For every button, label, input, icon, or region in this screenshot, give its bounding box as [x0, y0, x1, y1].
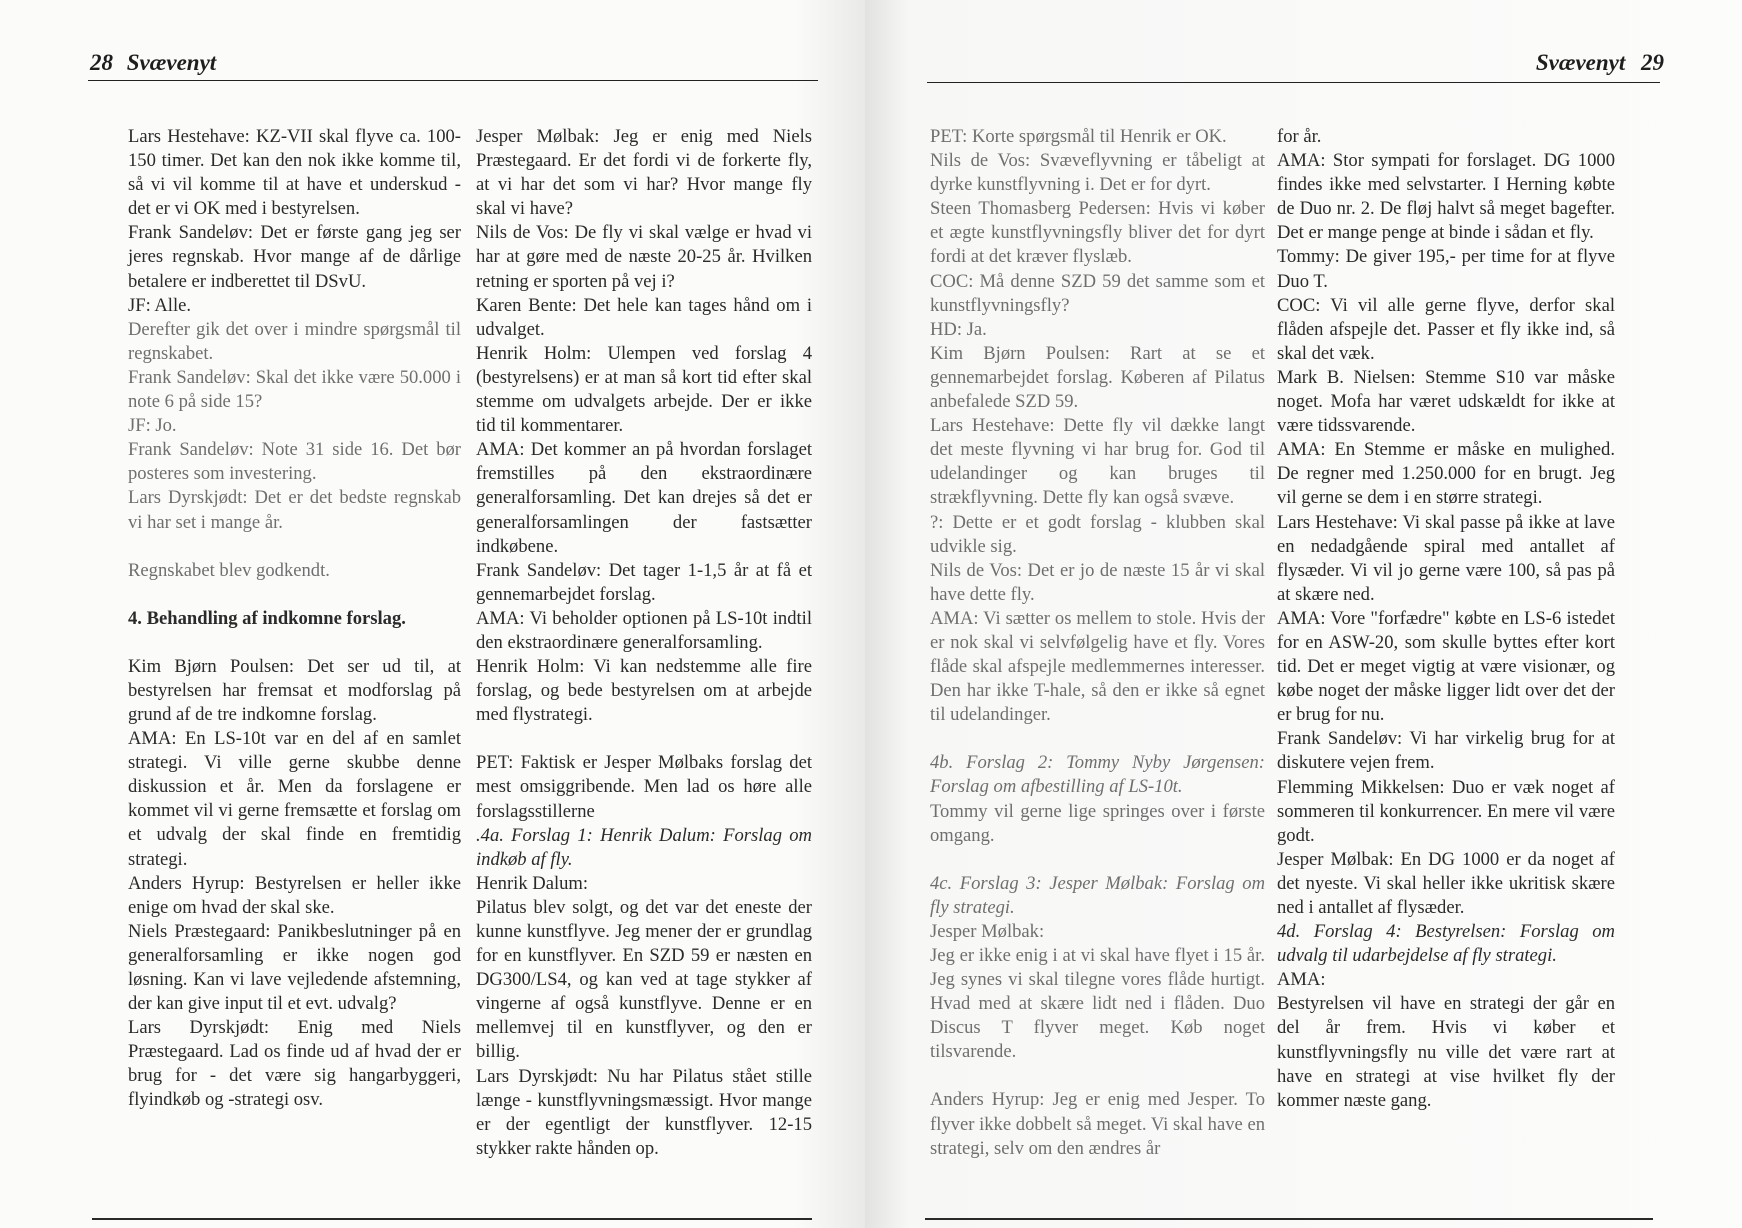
paragraph: Jesper Mølbak: Jeg er enig med Niels Præstegaard. Er det fordi vi de forkerte fly, at vi har det som vi har? Hvor mange fly skal vi have? — [476, 126, 812, 220]
paragraph: Kim Bjørn Poulsen: Rart at se et gennemarbejdet forslag. Køberen af Pilatus anbefalede SZD 59. — [930, 342, 1265, 413]
paragraph: Lars Hestehave: Dette fly vil dække langt det meste flyvning vi har brug for. God til udelandinger og kan bruges til strækflyvning. Dette fly kan også svæve. — [930, 415, 1265, 509]
right-page — [865, 0, 1742, 1228]
paragraph: AMA: Stor sympati for forslaget. DG 1000 findes ikke med selvstarter. I Herning købte de Duo nr. 2. De fløj halvt så meget bagefter. Det er mange penge at binde i sådan et fly. — [1277, 150, 1615, 244]
left-header-rule — [88, 80, 818, 81]
paragraph: Anders Hyrup: Bestyrelsen er heller ikke enige om hvad der skal ske. — [128, 872, 461, 918]
paragraph: Lars Dyrskjødt: Enig med Niels Præstegaard. Lad os finde ud af hvad der er brug for - det være sig hangarbyggeri, flyindkøb og -strategi osv. — [128, 1017, 461, 1111]
paragraph: Bestyrelsen vil have en strategi der går en del år frem. Hvis vi køber et kunstflyvningsfly nu ville det være rart at have en strategi at vise hvilket fly der kommer næste gang. — [1277, 993, 1615, 1111]
left-page — [0, 0, 865, 1228]
paragraph: Pilatus blev solgt, og det var det eneste der kunne kunstflyve. Jeg mener der er grundlag for en kunstflyver. En SZD 59 er næsten en DG300/LS4, og kan ved at tage stykker af vingerne af også kunstflyve. Denne er en mellemvej til en kunstflyver, og den er billig. — [476, 896, 812, 1063]
paragraph: Nils de Vos: Det er jo de næste 15 år vi skal have dette fly. — [930, 559, 1265, 605]
paragraph: Flemming Mikkelsen: Duo er væk noget af sommeren til konkurrencer. En mere vil være godt. — [1277, 776, 1615, 846]
paragraph: Steen Thomasberg Pedersen: Hvis vi køber et ægte kunstflyvningsfly bliver det for dyrt fordi at det kræver flyslæb. — [930, 198, 1265, 268]
paragraph: Lars Hestehave: KZ-VII skal flyve ca. 100-150 timer. Det kan den nok ikke komme til, så vi vil komme til at have et underskud - det er vi OK med i bestyrelsen. — [128, 126, 461, 220]
right-footer-rule — [925, 1218, 1653, 1220]
paragraph: Henrik Holm: Ulempen ved forslag 4 (bestyrelsens) er at man så kort tid efter skal stemme om udvalgets arbejde. Der er ikke tid til kommentarer. — [476, 342, 812, 437]
paragraph: PET: Korte spørgsmål til Henrik er OK. — [930, 126, 1227, 147]
spacer — [476, 727, 812, 751]
right-running-head — [1536, 50, 1664, 76]
paragraph: AMA: Vi sætter os mellem to stole. Hvis der er nok skal vi selvfølgelig have et fly. Vores flåde skal afspejle medlemmernes interesser. Den har ikke T-hale, så den er ikke så egnet til udelandinger. — [930, 607, 1265, 726]
paragraph: Kim Bjørn Poulsen: Det ser ud til, at bestyrelsen har fremsat et modforslag på grund af de tre indkomne forslag. — [128, 655, 461, 725]
paragraph: Anders Hyrup: Jeg er enig med Jesper. To flyver ikke dobbelt så meget. Vi skal have en strategi, selv om den ændres år — [930, 1089, 1265, 1159]
left-page-number: 28 — [90, 50, 113, 75]
right-page-number: 29 — [1641, 50, 1664, 75]
paragraph: Nils de Vos: Svæveflyvning er tåbeligt at dyrke kunstflyvning i. Det er for dyrt. — [930, 150, 1265, 196]
paragraph: AMA: En LS-10t var en del af en samlet strategi. Vi ville gerne skubbe denne diskussion et år. Men da forslagene er kommet vil vi gerne fremsætte et forslag om et udvalg der skal finde en fremtidig strategi. — [128, 728, 461, 870]
paragraph: JF: Jo. — [128, 415, 177, 437]
spacer — [930, 1064, 1265, 1088]
right-column-1 — [930, 125, 1265, 1161]
paragraph: HD: Ja. — [930, 318, 987, 340]
paragraph: Mark B. Nielsen: Stemme S10 var måske noget. Mofa har været udskældt for ikke at være tidssvarende. — [1277, 366, 1615, 437]
left-column-2 — [476, 125, 812, 1161]
paragraph: Henrik Holm: Vi kan nedstemme alle fire forslag, og bede bestyrelsen om at arbejde med flystrategi. — [476, 656, 812, 726]
paragraph: Jesper Mølbak: — [930, 920, 1045, 942]
paragraph: Frank Sandeløv: Det er første gang jeg ser jeres regnskab. Hvor mange af de dårlige betalere er indberettet til DSvU. — [128, 222, 461, 292]
paragraph: Henrik Dalum: — [476, 872, 589, 894]
paragraph: Jesper Mølbak: En DG 1000 er da noget af det nyeste. Vi skal heller ikke ukritisk skære ned i antallet af flysæder. — [1277, 848, 1615, 918]
paragraph: Frank Sandeløv: Skal det ikke være 50.000 i note 6 på side 15? — [128, 366, 461, 413]
paragraph: COC: Vi vil alle gerne flyve, derfor skal flåden afspejle det. Passer et fly ikke ind, så skal det væk. — [1277, 294, 1615, 364]
paragraph: Lars Hestehave: Vi skal passe på ikke at lave en nedadgående spiral med antallet af flysæder. Vi vil jo gerne være 100, så pas på at skære ned. — [1277, 511, 1615, 605]
paragraph: Karen Bente: Det hele kan tages hånd om i udvalget. — [476, 294, 812, 340]
paragraph: ?: Dette er et godt forslag - klubben skal udvikle sig. — [930, 511, 1265, 557]
paragraph: AMA: — [1277, 969, 1326, 991]
subsection-heading: 4b. Forslag 2: Tommy Nyby Jørgensen: Forslag om afbestilling af LS-10t. — [930, 752, 1265, 798]
paragraph: for år. — [1277, 126, 1322, 147]
paragraph: Lars Dyrskjødt: Nu har Pilatus stået stille længe - kunstflyvningsmæssigt. Hvor mange er der egentligt der kunstflyver. 12-15 stykker rakte hånden op. — [476, 1065, 812, 1159]
subsection-heading: 4d. Forslag 4: Bestyrelsen: Forslag om udvalg til udarbejdelse af fly strategi. — [1277, 921, 1615, 967]
paragraph: AMA: En Stemme er måske en mulighed. De regner med 1.250.000 for en brugt. Jeg vil gerne se dem i en større strategi. — [1277, 439, 1615, 509]
paragraph: AMA: Vi beholder optionen på LS-10t indtil den ekstraordinære generalforsamling. — [476, 607, 812, 653]
paragraph: Jeg er ikke enig i at vi skal have flyet i 15 år. Jeg synes vi skal tilegne vores flåde hurtigt. Hvad med at skære lidt ned i flåden. Duo Discus T flyver meget. Køb noget tilsvarende. — [930, 945, 1265, 1063]
subsection-heading: .4a. Forslag 1: Henrik Dalum: Forslag om indkøb af fly. — [476, 824, 812, 870]
paragraph: AMA: Vore "forfædre" købte en LS-6 istedet for en ASW-20, som skulle byttes efter kort tid. Det er meget vigtig at være visionær, og købe noget der måske ligger lidt over det der er brug for nu. — [1277, 607, 1615, 726]
right-journal-title: Svævenyt — [1535, 50, 1626, 75]
spacer — [930, 848, 1265, 872]
left-running-head — [90, 50, 216, 76]
paragraph: Frank Sandeløv: Det tager 1-1,5 år at få et gennemarbejdet forslag. — [476, 559, 812, 605]
paragraph: Derefter gik det over i mindre spørgsmål til regnskabet. — [128, 318, 461, 364]
paragraph: JF: Alle. — [128, 294, 192, 316]
spacer — [930, 727, 1265, 751]
paragraph: Frank Sandeløv: Vi har virkelig brug for at diskutere vejen frem. — [1277, 728, 1615, 774]
paragraph: Tommy: De giver 195,- per time for at flyve Duo T. — [1277, 246, 1615, 292]
paragraph: PET: Faktisk er Jesper Mølbaks forslag det mest omsiggribende. Men lad os høre alle forslagsstillerne — [476, 752, 812, 822]
paragraph: Lars Dyrskjødt: Det er det bedste regnskab vi har set i mange år. — [128, 487, 461, 533]
paragraph: Frank Sandeløv: Note 31 side 16. Det bør posteres som investering. — [128, 439, 461, 485]
right-header-rule — [927, 82, 1660, 83]
spacer — [128, 535, 461, 559]
spacer — [128, 583, 461, 607]
paragraph: Nils de Vos: De fly vi skal vælge er hvad vi har at gøre med de næste 20-25 år. Hvilken retning er sporten på vej i? — [476, 222, 812, 292]
section-heading: 4. Behandling af indkomne forslag. — [128, 607, 406, 629]
paragraph: Tommy vil gerne lige springes over i første omgang. — [930, 800, 1265, 846]
subsection-heading: 4c. Forslag 3: Jesper Mølbak: Forslag om fly strategi. — [930, 872, 1265, 918]
paragraph: AMA: Det kommer an på hvordan forslaget fremstilles på den ekstraordinære generalforsamling. Det kan drejes så det er generalforsamlingen der fastsætter indkøbene. — [476, 439, 812, 557]
left-journal-title: Svævenyt — [126, 50, 217, 75]
paragraph: Regnskabet blev godkendt. — [128, 559, 330, 581]
paragraph: Niels Præstegaard: Panikbeslutninger på en generalforsamling er ikke nogen god løsning. Kan vi lave vejledende afstemning, der kan give input til et evt. udvalg? — [128, 920, 461, 1015]
left-column-1 — [128, 125, 461, 1113]
spacer — [128, 631, 461, 655]
left-footer-rule — [92, 1218, 812, 1220]
right-column-2 — [1277, 125, 1615, 1113]
paragraph: COC: Må denne SZD 59 det samme som et kunstflyvningsfly? — [930, 270, 1265, 316]
